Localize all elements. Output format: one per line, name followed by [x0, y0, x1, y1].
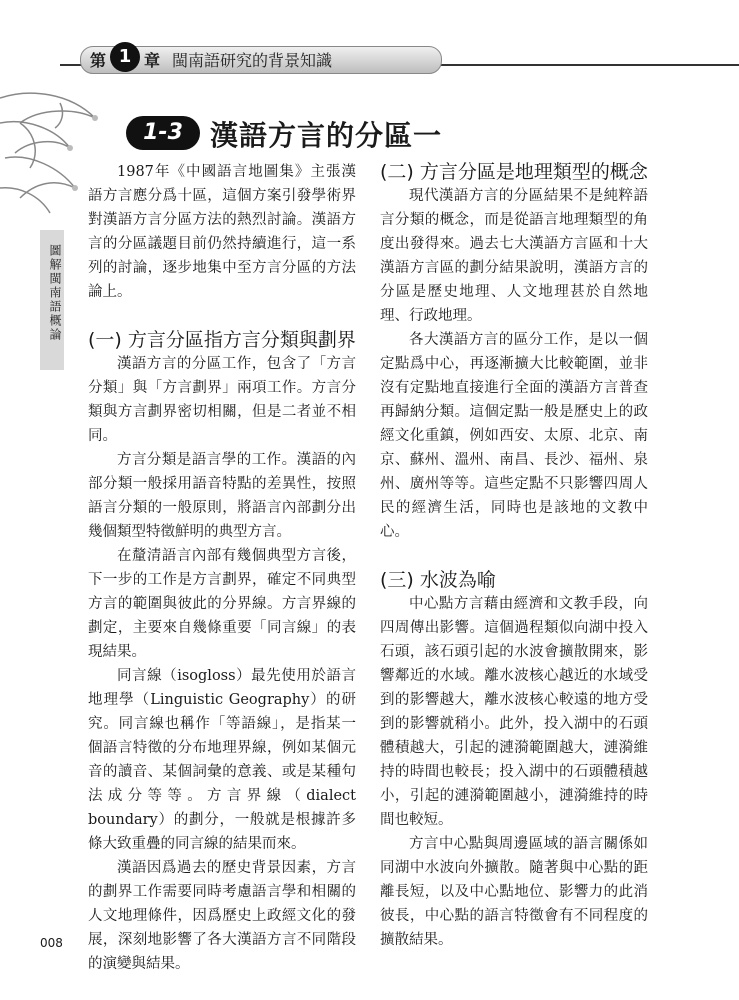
right-column [380, 160, 648, 952]
paragraph: 方言分類是語言學的工作。漢語的內部分類一般採用語音特點的差異性，按照語言分類的一般原則，將語言內部劃分出幾個類型特徵鮮明的典型方言。 [88, 452, 356, 540]
section-title: 漢語方言的分區一 [210, 119, 443, 152]
page-number: 008 [40, 936, 63, 950]
paragraph: 在釐清語言內部有幾個典型方言後，下一步的工作是方言劃界，確定不同典型方言的範圍與彼此的分界線。方言界線的劃定，主要來自幾條重要「同言線」的表現結果。 [88, 548, 356, 660]
chapter-title: 閩南語研究的背景知識 [172, 51, 333, 70]
chapter-prefix: 第 [90, 51, 107, 70]
paragraph: 中心點方言藉由經濟和文教手段，向四周傳出影響。這個過程類似向湖中投入石頭，該石頭引起的水波會擴散開來，影響鄰近的水域。離水波核心越近的水域受到的影響越大，離水波核心較遠的地方受到的影響就稍小。此外，投入湖中的石頭體積越大，引起的漣漪範圍越大，漣漪維持的時間也較長；投入湖中的石頭體積越小，引起的漣漪範圍越小，漣漪維持的時間也較短。 [380, 596, 648, 828]
heading-2: (二) 方言分區是地理類型的概念 [380, 161, 648, 183]
chapter-suffix: 章 [144, 51, 161, 70]
section-number-badge: 1-3 [126, 116, 200, 150]
sidebar-label: 圖解閩南語概論 [48, 244, 62, 342]
left-column [88, 160, 356, 976]
paragraph: 漢語方言的分區工作，包含了「方言分類」與「方言劃界」兩項工作。方言分類與方言劃界密切相關，但是二者並不相同。 [88, 356, 356, 444]
paragraph: 方言中心點與周邊區域的語言關係如同湖中水波向外擴散。隨著與中心點的距離長短，以及中心點地位、影響力的此消彼長，中心點的語言特徵會有不同程度的擴散結果。 [380, 836, 648, 948]
paragraph: 現代漢語方言的分區結果不是純粹語言分類的概念，而是從語言地理類型的角度出發得來。過去七大漢語方言區和十大漢語方言區的劃分結果說明，漢語方言的分區是歷史地理、人文地理甚於自然地理、行政地理。 [380, 188, 648, 324]
paragraph: 各大漢語方言的區分工作，是以一個定點爲中心，再逐漸擴大比較範圍，並非沒有定點地直接進行全面的漢語方言普查再歸納分類。這個定點一般是歷史上的政經文化重鎮，例如西安、太原、北京、南京、蘇州、溫州、南昌、長沙、福州、泉州、廣州等等。這些定點不只影響四周人民的經濟生活，同時也是該地的文教中心。 [380, 332, 648, 540]
heading-1: (一) 方言分區指方言分類與劃界 [88, 329, 356, 351]
chapter-number: 1 [110, 42, 140, 72]
paragraph: 同言線（isogloss）最先使用於語言地理學（Linguistic Geography）的研究。同言線也稱作「等語線」，是指某一個語言特徵的分布地理界線，例如某個元音的讀音、某個詞彙的意義、或是某種句法成分等等。方言界線（dialect boundary）的劃分，一般就是根據許多條大致重疊的同言線的結果而來。 [88, 668, 356, 852]
paragraph: 漢語因爲過去的歷史背景因素，方言的劃界工作需要同時考慮語言學和相關的人文地理條件，因爲歷史上政經文化的發展，深刻地影響了各大漢語方言不同階段的演變與結果。 [88, 860, 356, 972]
intro-paragraph: 1987年《中國語言地圖集》主張漢語方言應分爲十區，這個方案引發學術界對漢語方言分區方法的熱烈討論。漢語方言的分區議題目前仍然持續進行，這一系列的討論，逐步地集中至方言分區的方法論上。 [88, 164, 356, 300]
heading-3: (三) 水波為喻 [380, 569, 496, 591]
